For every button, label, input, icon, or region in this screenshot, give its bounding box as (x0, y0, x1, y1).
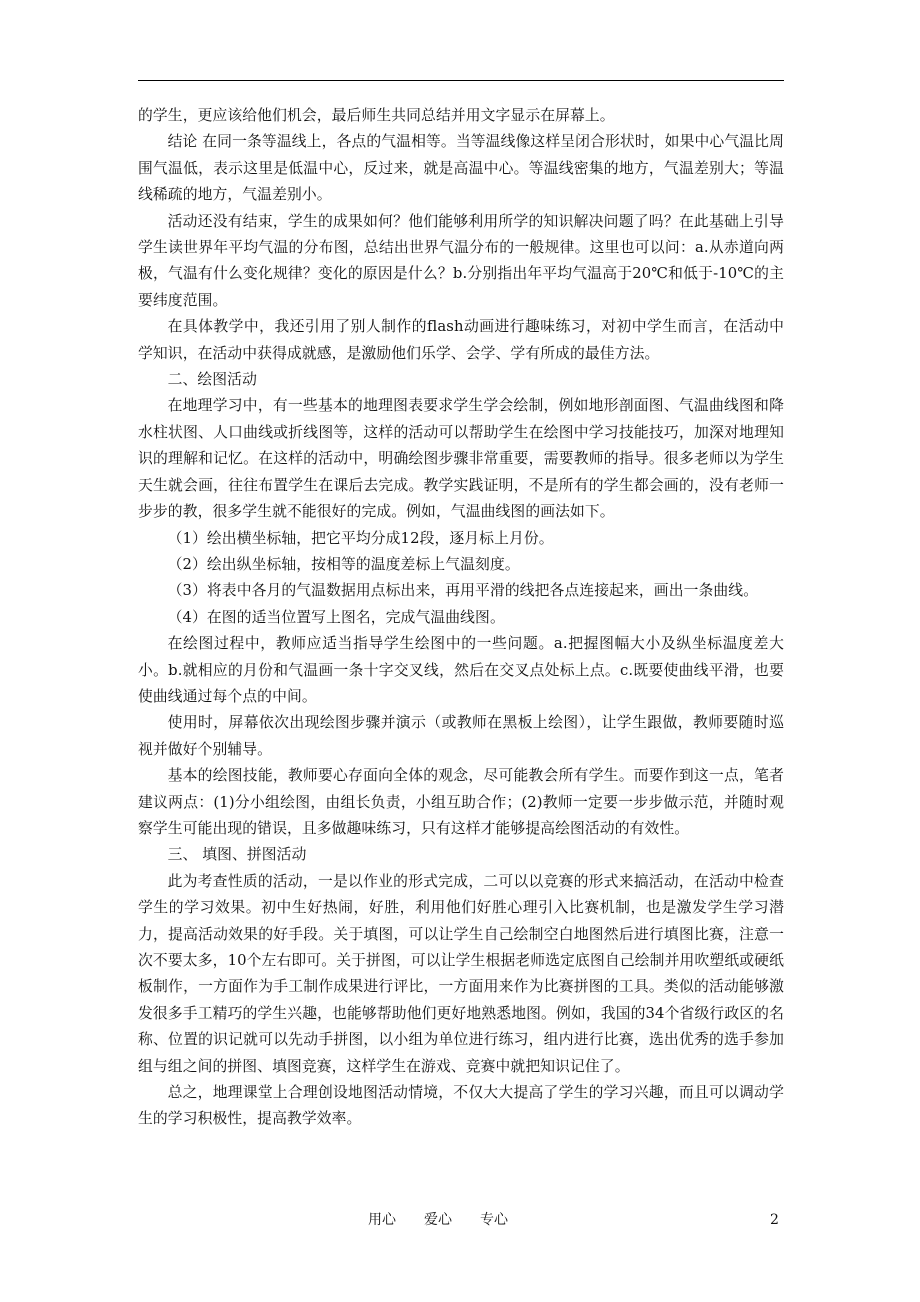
paragraph: 结论 在同一条等温线上，各点的气温相等。当等温线像这样呈闭合形状时，如果中心气温比周围气温低，表示这里是低温中心，反过来，就是高温中心。等温线密集的地方，气温差别大；等温线稀疏的地方，气温差别小。 (138, 133, 784, 204)
paragraph: 二、绘图活动 (167, 371, 257, 389)
paragraph: 的学生，更应该给他们机会，最后师生共同总结并用文字显示在屏幕上。 (138, 107, 615, 124)
page-footer (0, 1208, 920, 1232)
paragraph: 基本的绘图技能，教师要心存面向全体的观念，尽可能教会所有学生。而要作到这一点，笔者建议两点：(1)分小组绘图，由组长负责，小组互助合作；(2)教师一定要一步步做示范，并随时观察学生可能出现的错误，且多做趣味练习，只有这样才能够提高绘图活动的有效性。 (138, 767, 784, 837)
page-number: 2 (770, 1212, 779, 1228)
paragraph: （3）将表中各月的气温数据用点标出来，再用平滑的线把各点连接起来，画出一条曲线。 (167, 582, 759, 600)
paragraph: 此为考查性质的活动，一是以作业的形式完成，二可以以竞赛的形式来搞活动，在活动中检查学生的学习效果。初中生好热闹，好胜，利用他们好胜心理引入比赛机制，也是激发学生学习潜力，提高活动效果的好手段。关于填图，可以让学生自己绘制空白地图然后进行填图比赛，注意一次不要太多，10个左右即可。关于拼图，可以让学生根据老师选定底图自己绘制并用吹塑纸或硬纸板制作，一方面作为手工制作成果进行评比，一方面用来作为比赛拼图的工具。类似的活动能够激发很多手工精巧的学生兴趣，也能够帮助他们更好地熟悉地图。例如，我国的34个省级行政区的名称、位置的识记就可以先动手拼图，以小组为单位进行练习，组内进行比赛，选出优秀的选手参加组与组之间的拼图、填图竞赛，这样学生在游戏、竞赛中就把知识记住了。 (138, 872, 784, 1075)
paragraph: 总之，地理课堂上合理创设地图活动情境，不仅大大提高了学生的学习兴趣，而且可以调动学生的学习积极性，提高教学效率。 (138, 1084, 784, 1128)
paragraph: 在绘图过程中，教师应适当指导学生绘图中的一些问题。a.把握图幅大小及纵坐标温度差大小。b.就相应的月份和气温画一条十字交叉线，然后在交叉点处标上点。c.既要使曲线平滑，也要使曲线通过每个点的中间。 (138, 635, 784, 705)
paragraph: 三、 填图、拼图活动 (167, 846, 307, 864)
paragraph: 在具体教学中，我还引用了别人制作的flash动画进行趣味练习，对初中学生而言，在活动中学知识，在活动中获得成就感，是激励他们乐学、会学、学有所成的最佳方法。 (138, 318, 784, 362)
paragraph: 在地理学习中，有一些基本的地理图表要求学生学会绘制，例如地形剖面图、气温曲线图和降水柱状图、人口曲线或折线图等，这样的活动可以帮助学生在绘图中学习技能技巧，加深对地理知识的理解和记忆。在这样的活动中，明确绘图步骤非常重要，需要教师的指导。很多老师以为学生天生就会画，往往布置学生在课后去完成。教学实践证明，不是所有的学生都会画的，没有老师一步步的教，很多学生就不能很好的完成。例如，气温曲线图的画法如下。 (138, 397, 784, 521)
document-body (138, 103, 784, 1133)
footer-motto: 用心 爱心 专心 (368, 1212, 508, 1228)
header-rule (138, 80, 784, 81)
paragraph: （2）绘出纵坐标轴，按相等的温度差标上气温刻度。 (167, 555, 520, 573)
paragraph: （4）在图的适当位置写上图名，完成气温曲线图。 (167, 608, 505, 626)
paragraph: 活动还没有结束，学生的成果如何？他们能够利用所学的知识解决问题了吗？在此基础上引导学生读世界年平均气温的分布图，总结出世界气温分布的一般规律。这里也可以问：a.从赤道向两极，气温有什么变化规律？变化的原因是什么？b.分别指出年平均气温高于20℃和低于-10℃的主要纬度范围。 (138, 212, 784, 309)
paragraph: 使用时，屏幕依次出现绘图步骤并演示（或教师在黑板上绘图），让学生跟做，教师要随时巡视并做好个别辅导。 (138, 714, 784, 758)
paragraph: （1）绘出横坐标轴，把它平均分成12段，逐月标上月份。 (167, 529, 554, 547)
